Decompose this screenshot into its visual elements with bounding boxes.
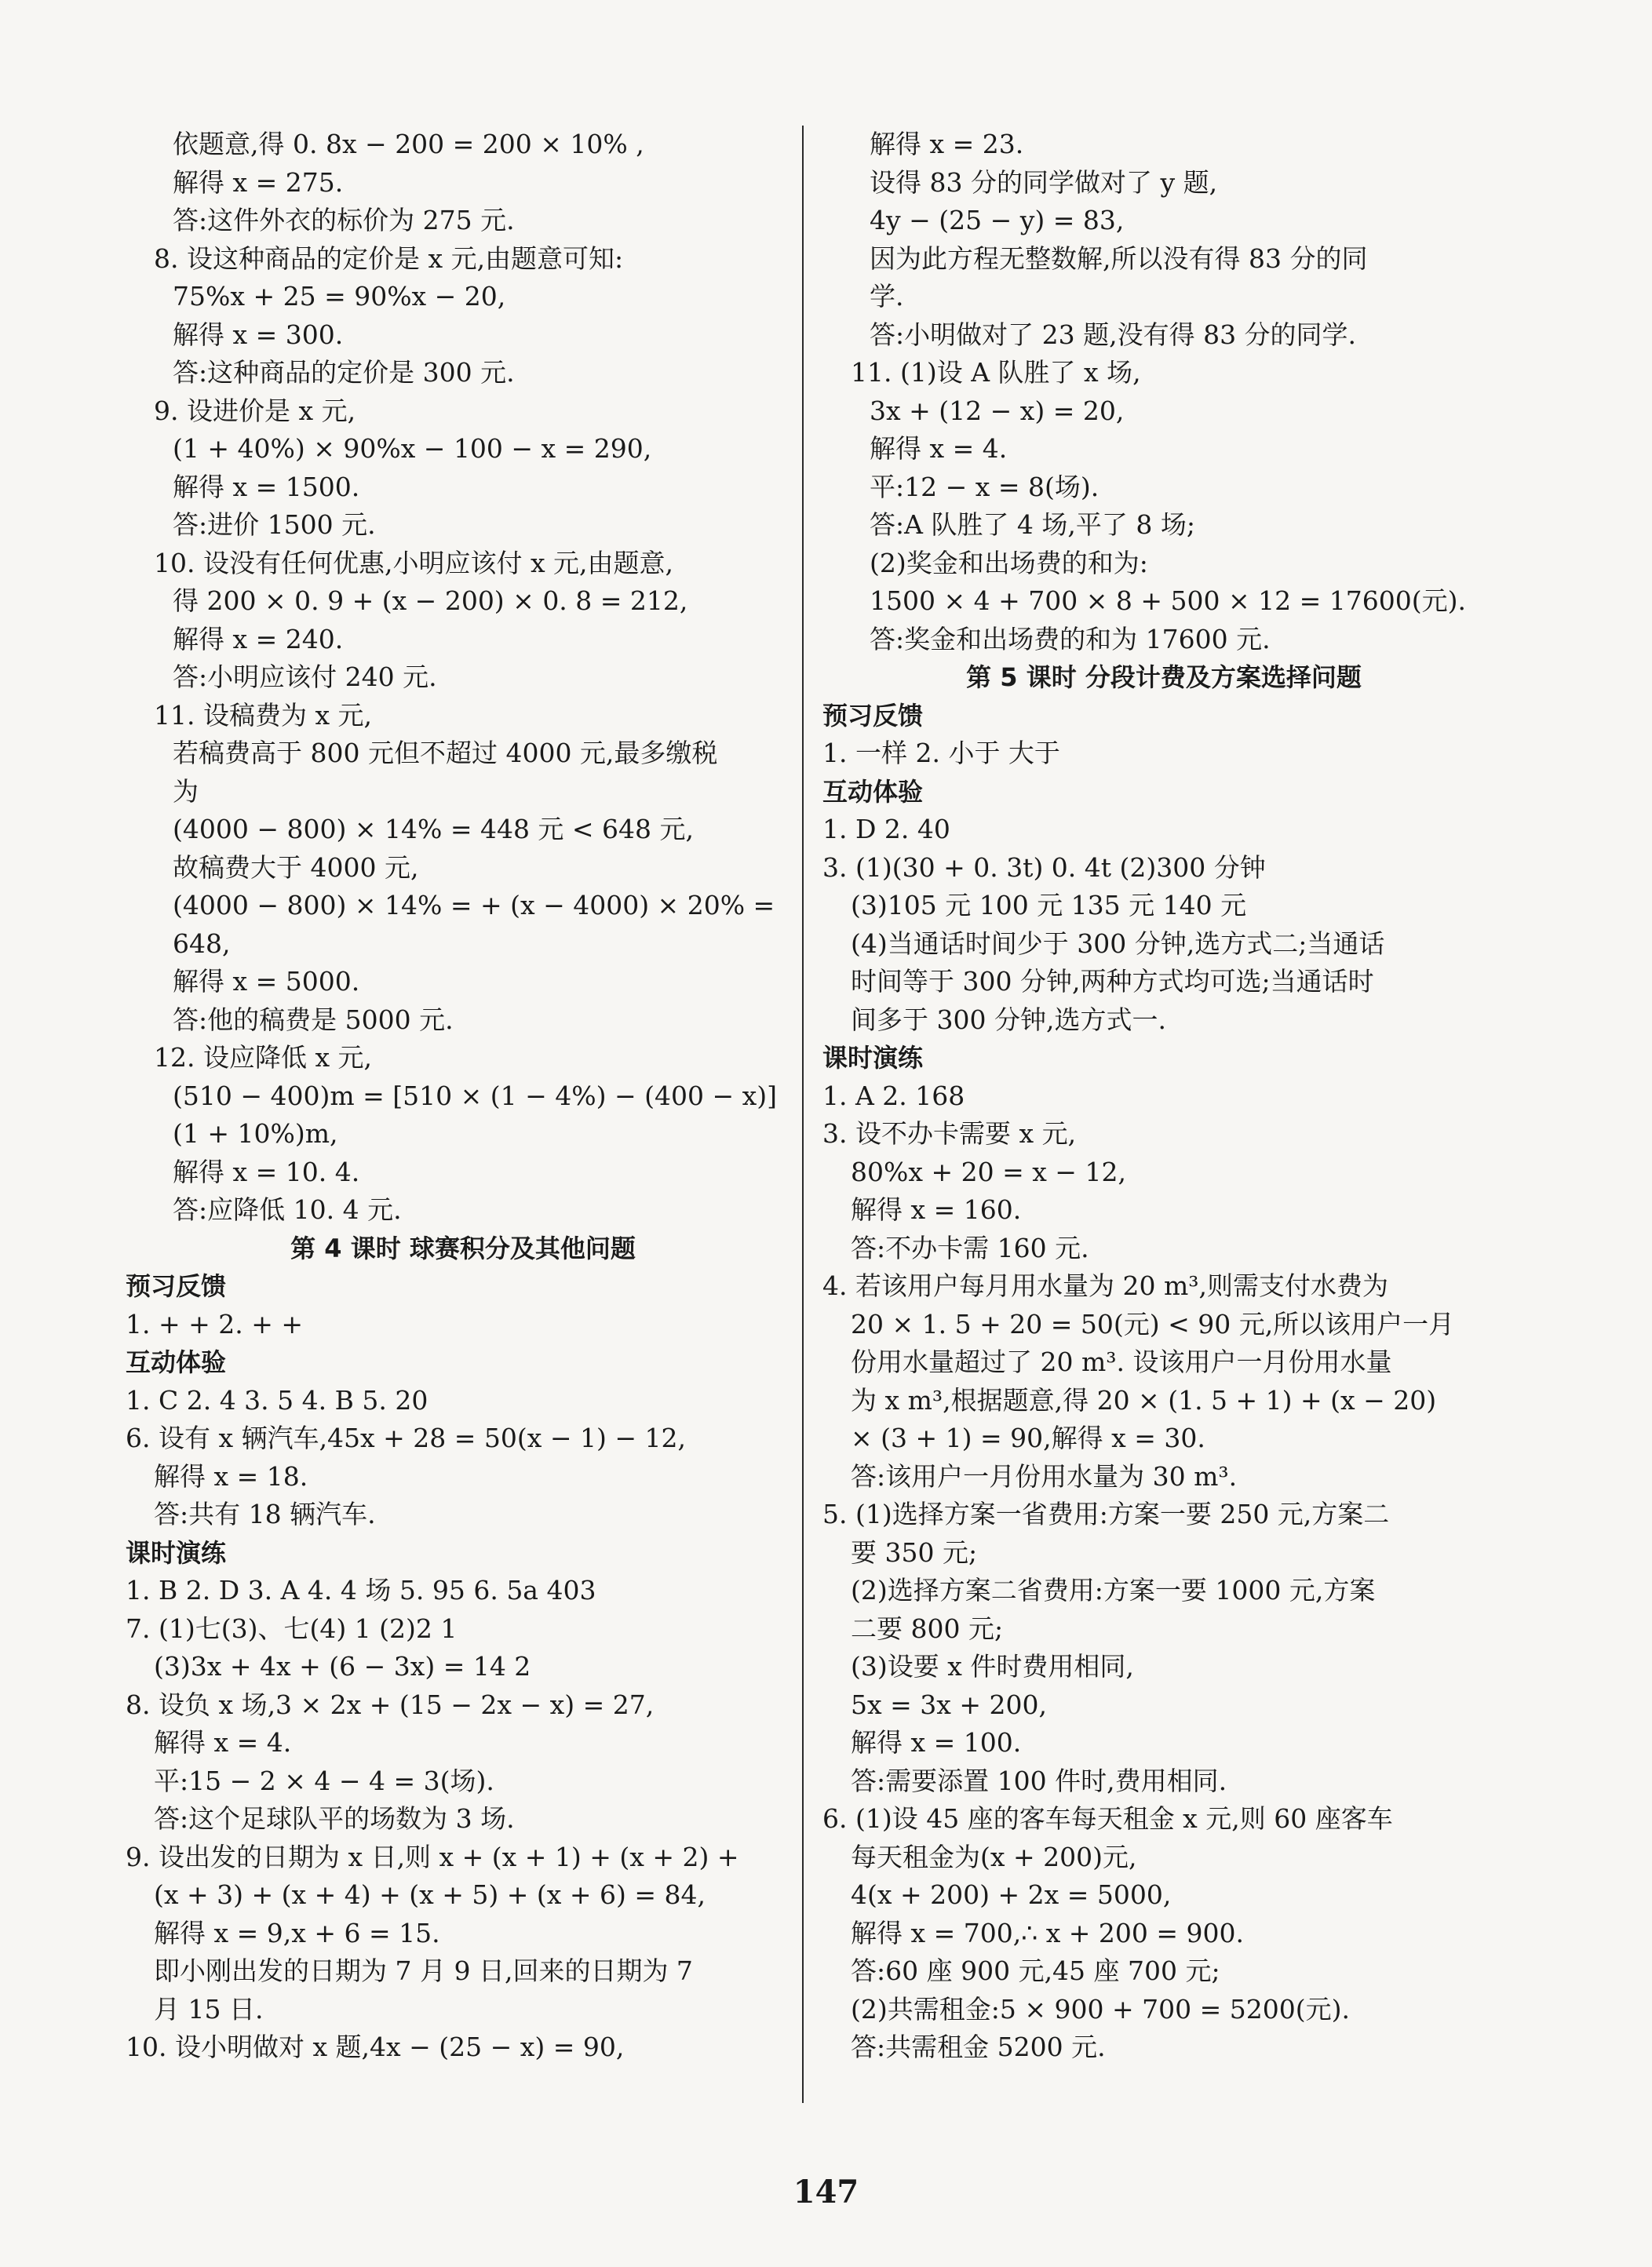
text-line: 1. B 2. D 3. A 4. 4 场 5. 95 6. 5a 403: [126, 1575, 596, 1605]
text-line: 75%x + 25 = 90%x − 20,: [173, 281, 506, 312]
text-line: 1500 × 4 + 700 × 8 + 500 × 12 = 17600(元).: [870, 585, 1466, 616]
text-line: 1. A 2. 168: [822, 1080, 965, 1111]
text-line: (4000 − 800) × 14% = + (x − 4000) × 20% =: [173, 890, 775, 920]
text-line: 得 200 × 0. 9 + (x − 200) × 0. 8 = 212,: [173, 585, 688, 616]
text-line: 设得 83 分的同学做对了 y 题,: [870, 166, 1218, 198]
text-line: 9. 设进价是 x 元,: [154, 395, 356, 426]
text-line: 1. + + 2. + +: [126, 1308, 304, 1339]
text-line: (510 − 400)m = [510 × (1 − 4%) − (400 − x)]: [173, 1080, 777, 1111]
text-line: 648,: [173, 928, 231, 959]
text-line: 6. (1)设 45 座的客车每天租金 x 元,则 60 座客车: [822, 1803, 1393, 1834]
text-line: 20 × 1. 5 + 20 = 50(元) < 90 元,所以该用户一月: [851, 1308, 1455, 1339]
text-line: 解得 x = 4.: [154, 1727, 292, 1758]
text-line: 4. 若该用户每月用水量为 20 m³,则需支付水费为: [822, 1270, 1388, 1301]
text-line: 7. (1)七(3)、七(4) 1 (2)2 1: [126, 1613, 458, 1644]
text-line: 为: [173, 775, 199, 807]
text-line: 份用水量超过了 20 m³. 设该用户一月份用水量: [851, 1347, 1392, 1377]
text-line: 答:共有 18 辆汽车.: [154, 1499, 376, 1529]
text-line: 1. 一样 2. 小于 大于: [822, 738, 1060, 768]
text-line: (3)105 元 100 元 135 元 140 元: [851, 890, 1247, 920]
text-line: 解得 x = 240.: [173, 623, 344, 654]
text-line: 若稿费高于 800 元但不超过 4000 元,最多缴税: [173, 738, 718, 768]
text-line: 答:需要添置 100 件时,费用相同.: [851, 1765, 1227, 1796]
text-line: 平:12 − x = 8(场).: [870, 471, 1100, 502]
text-line: 解得 x = 10. 4.: [173, 1156, 360, 1187]
left-column: [126, 126, 800, 2067]
text-line: 4(x + 200) + 2x = 5000,: [851, 1879, 1172, 1910]
text-line: 故稿费大于 4000 元,: [173, 851, 419, 883]
text-line: 二要 800 元;: [851, 1613, 1004, 1644]
text-line: (2)共需租金:5 × 900 + 700 = 5200(元).: [851, 1993, 1350, 2025]
text-line: 答:小明应该付 240 元.: [173, 662, 437, 692]
page-number: 147: [793, 2174, 859, 2211]
subsection-heading: 课时演练: [126, 1537, 227, 1568]
text-line: 答:这种商品的定价是 300 元.: [173, 357, 515, 388]
text-line: 解得 x = 160.: [851, 1194, 1022, 1225]
text-line: × (3 + 1) = 90,解得 x = 30.: [851, 1423, 1205, 1453]
text-line: 为 x m³,根据题意,得 20 × (1. 5 + 1) + (x − 20): [851, 1384, 1437, 1416]
text-line: 6. 设有 x 辆汽车,45x + 28 = 50(x − 1) − 12,: [126, 1423, 686, 1453]
text-line: 3. 设不办卡需要 x 元,: [822, 1118, 1077, 1149]
text-line: 答:该用户一月份用水量为 30 m³.: [851, 1460, 1238, 1492]
text-line: (2)奖金和出场费的和为:: [870, 547, 1148, 578]
text-line: (x + 3) + (x + 4) + (x + 5) + (x + 6) = 84,: [154, 1879, 706, 1910]
text-line: 答:这件外衣的标价为 275 元.: [173, 205, 515, 235]
text-line: 解得 x = 18.: [154, 1460, 308, 1492]
text-line: 月 15 日.: [154, 1993, 264, 2025]
text-line: 5x = 3x + 200,: [851, 1689, 1047, 1720]
text-line: 10. 设没有任何优惠,小明应该付 x 元,由题意,: [154, 547, 674, 578]
text-line: 答:A 队胜了 4 场,平了 8 场;: [870, 509, 1195, 540]
text-line: 3x + (12 − x) = 20,: [870, 395, 1125, 426]
text-line: 答:60 座 900 元,45 座 700 元;: [851, 1955, 1220, 1986]
text-line: 答:进价 1500 元.: [173, 509, 376, 540]
text-line: 即小刚出发的日期为 7 月 9 日,回来的日期为 7: [154, 1955, 693, 1986]
text-line: 解得 x = 23.: [870, 129, 1024, 159]
text-line: 8. 设负 x 场,3 × 2x + (15 − 2x − x) = 27,: [126, 1689, 655, 1720]
column-divider: [802, 126, 804, 2103]
text-line: 解得 x = 300.: [173, 319, 344, 350]
text-line: 因为此方程无整数解,所以没有得 83 分的同: [870, 242, 1368, 274]
text-line: 10. 设小明做对 x 题,4x − (25 − x) = 90,: [126, 2032, 625, 2062]
text-line: (1 + 10%)m,: [173, 1118, 338, 1149]
text-line: 解得 x = 9,x + 6 = 15.: [154, 1917, 440, 1948]
text-line: 12. 设应降低 x 元,: [154, 1042, 373, 1073]
text-line: 1. C 2. 4 3. 5 4. B 5. 20: [126, 1384, 428, 1416]
text-line: 间多于 300 分钟,选方式一.: [851, 1004, 1166, 1035]
section-heading: 第 4 课时 球赛积分及其他问题: [290, 1233, 636, 1263]
text-line: 答:小明做对了 23 题,没有得 83 分的同学.: [870, 319, 1357, 350]
text-line: 解得 x = 700,∴ x + 200 = 900.: [851, 1917, 1245, 1948]
section-heading: 第 5 课时 分段计费及方案选择问题: [966, 662, 1362, 692]
text-line: 8. 设这种商品的定价是 x 元,由题意可知:: [154, 242, 624, 274]
text-line: (4000 − 800) × 14% = 448 元 < 648 元,: [173, 814, 695, 844]
text-line: 答:共需租金 5200 元.: [851, 2032, 1106, 2062]
text-line: 11. (1)设 A 队胜了 x 场,: [851, 357, 1141, 388]
text-line: 每天租金为(x + 200)元,: [851, 1841, 1137, 1872]
text-line: 要 350 元;: [851, 1536, 978, 1568]
text-line: 学.: [870, 281, 904, 312]
subsection-heading: 预习反馈: [126, 1271, 227, 1301]
text-line: (3)3x + 4x + (6 − 3x) = 14 2: [154, 1651, 531, 1682]
text-line: 时间等于 300 分钟,两种方式均可选;当通话时: [851, 966, 1374, 997]
text-line: 9. 设出发的日期为 x 日,则 x + (x + 1) + (x + 2) +: [126, 1841, 739, 1872]
text-line: 解得 x = 5000.: [173, 966, 360, 997]
text-line: (2)选择方案二省费用:方案一要 1000 元,方案: [851, 1575, 1376, 1605]
text-line: 解得 x = 1500.: [173, 471, 360, 502]
text-line: 解得 x = 100.: [851, 1727, 1022, 1758]
text-line: (3)设要 x 件时费用相同,: [851, 1651, 1134, 1682]
text-line: 解得 x = 4.: [870, 433, 1008, 464]
text-line: 11. 设稿费为 x 元,: [154, 699, 373, 731]
subsection-heading: 课时演练: [822, 1043, 924, 1073]
subsection-heading: 预习反馈: [822, 700, 924, 731]
text-line: (4)当通话时间少于 300 分钟,选方式二;当通话: [851, 928, 1385, 959]
text-line: (1 + 40%) × 90%x − 100 − x = 290,: [173, 433, 652, 464]
text-line: 答:不办卡需 160 元.: [851, 1232, 1089, 1263]
text-line: 答:这个足球队平的场数为 3 场.: [154, 1803, 515, 1834]
subsection-heading: 互动体验: [126, 1347, 227, 1377]
text-line: 答:奖金和出场费的和为 17600 元.: [870, 623, 1271, 654]
text-line: 1. D 2. 40: [822, 814, 950, 844]
text-line: 5. (1)选择方案一省费用:方案一要 250 元,方案二: [822, 1499, 1390, 1529]
subsection-heading: 互动体验: [822, 776, 924, 807]
text-line: 3. (1)(30 + 0. 3t) 0. 4t (2)300 分钟: [822, 851, 1266, 883]
text-line: 答:应降低 10. 4 元.: [173, 1194, 402, 1225]
text-line: 依题意,得 0. 8x − 200 = 200 × 10% ,: [173, 129, 644, 159]
text-line: 答:他的稿费是 5000 元.: [173, 1004, 454, 1035]
text-line: 平:15 − 2 × 4 − 4 = 3(场).: [154, 1765, 494, 1796]
text-line: 解得 x = 275.: [173, 166, 344, 198]
text-line: 80%x + 20 = x − 12,: [851, 1156, 1126, 1187]
text-line: 4y − (25 − y) = 83,: [870, 205, 1125, 235]
right-column: [822, 126, 1505, 2067]
